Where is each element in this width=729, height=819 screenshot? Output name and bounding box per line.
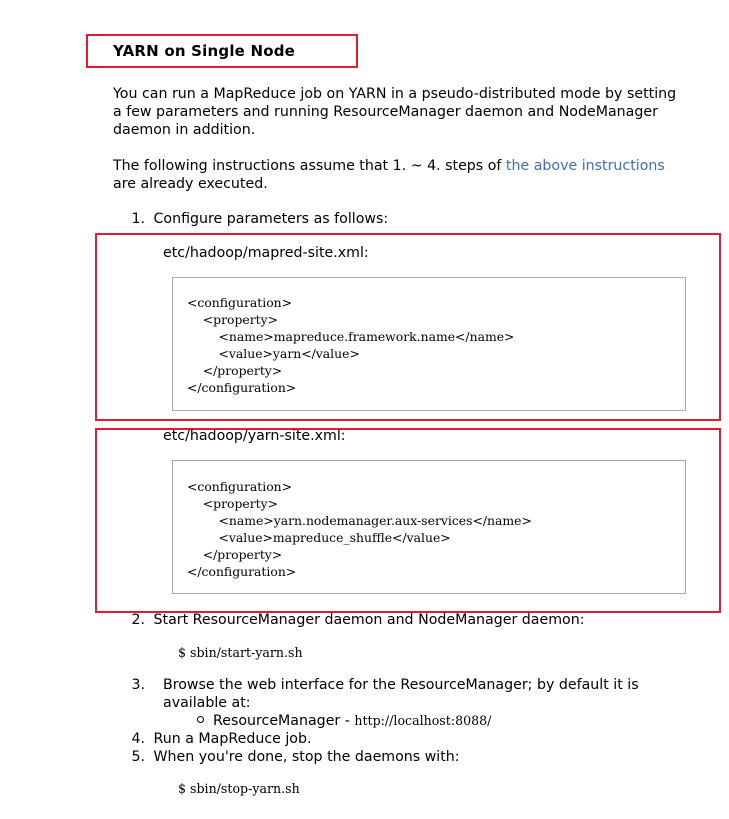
mapred-code: <configuration> <property> <name>mapreduce.framework.name</name> <value>yarn</value> </property> </configuration> bbox=[187, 295, 515, 395]
step-4 bbox=[127, 730, 312, 748]
assumption-paragraph bbox=[113, 157, 683, 193]
yarn-code: <configuration> <property> <name>yarn.nodemanager.aux-services</name> <value>mapreduce_shuffle</value> </property> </configuration> bbox=[187, 479, 532, 579]
mapred-file-label: etc/hadoop/mapred-site.xml: bbox=[163, 245, 369, 261]
step-3 bbox=[127, 676, 687, 712]
start-yarn-command: $ sbin/start-yarn.sh bbox=[178, 645, 303, 660]
step-1 bbox=[127, 210, 388, 228]
stop-yarn-command: $ sbin/stop-yarn.sh bbox=[178, 781, 300, 796]
step-2 bbox=[127, 611, 585, 629]
mapred-code-block bbox=[172, 277, 686, 411]
bullet-icon bbox=[197, 716, 204, 723]
resource-manager-label: ResourceManager - bbox=[213, 713, 355, 729]
step-5-text: When you're done, stop the daemons with: bbox=[153, 749, 460, 765]
step-1-text: Configure parameters as follows: bbox=[153, 211, 389, 227]
yarn-code-block bbox=[172, 460, 686, 594]
step-4-text: Run a MapReduce job. bbox=[153, 731, 312, 747]
yarn-file-label: etc/hadoop/yarn-site.xml: bbox=[163, 428, 346, 444]
step-3-number: 3. bbox=[131, 677, 145, 693]
assumption-text-before: The following instructions assume that 1. ~ 4. steps of bbox=[113, 158, 506, 174]
resource-manager-url: http://localhost:8088/ bbox=[354, 713, 492, 728]
assumption-text-after: are already executed. bbox=[113, 176, 268, 192]
step-4-number: 4. bbox=[131, 731, 145, 747]
step-5-number: 5. bbox=[131, 749, 145, 765]
intro-paragraph: You can run a MapReduce job on YARN in a pseudo-distributed mode by setting a few parameters and running ResourceManager daemon and NodeManager daemon in addition. bbox=[113, 86, 677, 138]
step-5 bbox=[127, 748, 460, 766]
resource-manager-entry bbox=[213, 712, 491, 730]
section-title: YARN on Single Node bbox=[113, 42, 296, 60]
step-2-text: Start ResourceManager daemon and NodeManager daemon: bbox=[153, 612, 585, 628]
step-2-number: 2. bbox=[131, 612, 145, 628]
step-3-text: Browse the web interface for the ResourceManager; by default it is available at: bbox=[163, 677, 639, 711]
step-1-number: 1. bbox=[131, 211, 145, 227]
above-instructions-link[interactable]: the above instructions bbox=[505, 158, 665, 174]
